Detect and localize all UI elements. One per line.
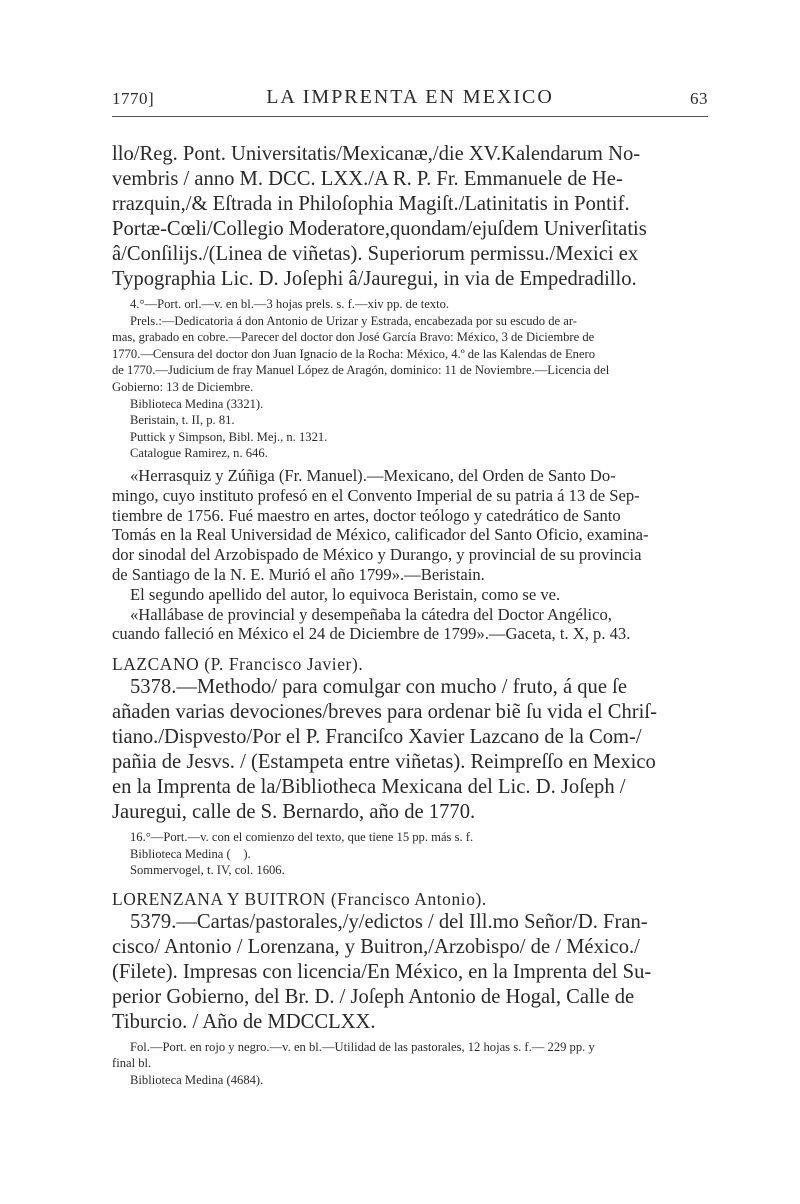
physical-description: final bl. [112, 1056, 152, 1071]
reference: Sommervogel, t. IV, col. 1606. [130, 863, 285, 878]
entry-author: LAZCANO (P. Francisco Javier). [112, 654, 364, 675]
title-line: pañia de Jesvs. / (Estampeta entre viñetas). Reimpreſſo en Mexico [112, 751, 656, 774]
entry-title [112, 910, 712, 1035]
physical-description: Fol.—Port. en rojo y negro.—v. en bl.—Utilidad de las pastorales, 12 hojas s. f.— 229 pp. y [130, 1039, 595, 1054]
title-line: vembris / anno M. DCC. LXX./A R. P. Fr. Emmanuele de He- [112, 168, 623, 190]
reference: Biblioteca Medina (3321). [130, 396, 264, 411]
prels-line: 1770.—Censura del doctor don Juan Ignacio de la Rocha: México, 4.º de las Kalendas de Enero [112, 346, 596, 361]
note-line: de Santiago de la N. E. Murió el año 1799».—Beristain. [112, 564, 485, 584]
note-line: «Herrasquiz y Zúñiga (Fr. Manuel).—Mexicano, del Orden de Santo Do- [130, 465, 616, 485]
note-line: Tomás en la Real Universidad de México, calificador del Santo Oficio, examina- [112, 525, 649, 545]
reference: Biblioteca Medina ( ). [130, 846, 251, 861]
running-title: LA IMPRENTA EN MEXICO [266, 86, 554, 108]
note-line: dor sinodal del Arzobispado de México y Durango, y provincial de su provincia [112, 545, 642, 565]
title-line: en la Imprenta de la/Bibliotheca Mexicana del Lic. D. Joſeph / [112, 776, 626, 799]
title-line: â/Conſilijs./(Linea de viñetas). Superiorum permissu./Mexici ex [112, 243, 639, 265]
note-line: tiembre de 1756. Fué maestro en artes, doctor teólogo y catedrático de Santo [112, 505, 621, 525]
title-line: añaden varias devociones/breves para ordenar biẽ ſu vida el Chriſ- [112, 701, 657, 724]
title-line: 5379.—Cartas/pastorales,/y/edictos / del Ill.mo Señor/D. Fran- [130, 910, 648, 933]
title-line: Portæ-Cœli/Collegio Moderatore,quondam/ejuſdem Univerſitatis [112, 218, 647, 240]
gaceta-note [112, 605, 712, 645]
prels-line: de 1770.—Judicium de fray Manuel López de Aragón, dominico: 11 de Noviembre.—Licencia del [112, 363, 610, 378]
reference: Biblioteca Medina (4684). [130, 1073, 264, 1088]
title-line: (Filete). Impresas con licencia/En México, en la Imprenta del Su- [112, 960, 652, 983]
title-line: rrazquin,/& Eſtrada in Philoſophia Magiſt./Latinitatis in Pontif. [112, 193, 630, 215]
reference: Catalogue Ramirez, n. 646. [130, 446, 268, 461]
biographical-note [112, 466, 712, 585]
title-line: 5378.—Methodo/ para comulgar con mucho / fruto, á que ſe [130, 676, 627, 699]
title-line: cisco/ Antonio / Lorenzana, y Buitron,/Arzobispo/ de / México./ [112, 935, 640, 958]
entry-prev-title [112, 142, 712, 292]
title-line: llo/Reg. Pont. Universitatis/Mexicanæ,/die XV.Kalendarum No- [112, 143, 641, 165]
note-line: cuando falleció en México el 24 de Diciembre de 1799».—Gaceta, t. X, p. 43. [112, 624, 631, 644]
reference-list [112, 396, 712, 462]
entry-author: LORENZANA Y BUITRON (Francisco Antonio). [112, 888, 487, 909]
reference: Beristain, t. II, p. 81. [130, 413, 235, 428]
note-line: «Hallábase de provincial y desempeñaba la cátedra del Doctor Angélico, [130, 604, 612, 624]
page-number: 63 [690, 89, 708, 108]
title-line: Tiburcio. / Año de MDCCLXX. [112, 1010, 376, 1033]
title-line: perior Gobierno, del Br. D. / Joſeph Antonio de Hogal, Calle de [112, 985, 635, 1008]
note-line: mingo, cuyo instituto profesó en el Convento Imperial de su patria á 13 de Sep- [112, 485, 640, 505]
header-rule [112, 116, 708, 117]
prels-line: Gobierno: 13 de Diciembre. [112, 379, 254, 394]
title-line: Typographia Lic. D. Joſephi â/Jauregui, in via de Empedradillo. [112, 268, 637, 290]
header-year: 1770] [112, 89, 155, 108]
physical-description: 16.°—Port.—v. con el comienzo del texto, que tiene 15 pp. más s. f. [130, 830, 474, 845]
prels-line: mas, grabado en cobre.—Parecer del doctor don José García Bravo: México, 3 de Diciembre de [112, 330, 595, 345]
reference: Puttick y Simpson, Bibl. Mej., n. 1321. [130, 429, 328, 444]
physical-description: 4.°—Port. orl.—v. en bl.—3 hojas prels. s. f.—xiv pp. de texto. [130, 297, 450, 311]
title-line: tiano./Dispvesto/Por el P. Franciſco Xavier Lazcano de la Com-/ [112, 726, 642, 749]
author-note: El segundo apellido del autor, lo equivoca Beristain, como se ve. [130, 584, 561, 604]
running-header [112, 86, 708, 112]
prels-line: Prels.:—Dedicatoria á don Antonio de Urizar y Estrada, encabezada por su escudo de ar- [130, 313, 578, 328]
prels-note [112, 313, 712, 396]
entry-title [112, 675, 712, 825]
title-line: Jauregui, calle de S. Bernardo, año de 1770. [112, 801, 476, 824]
page-body [112, 142, 712, 1089]
